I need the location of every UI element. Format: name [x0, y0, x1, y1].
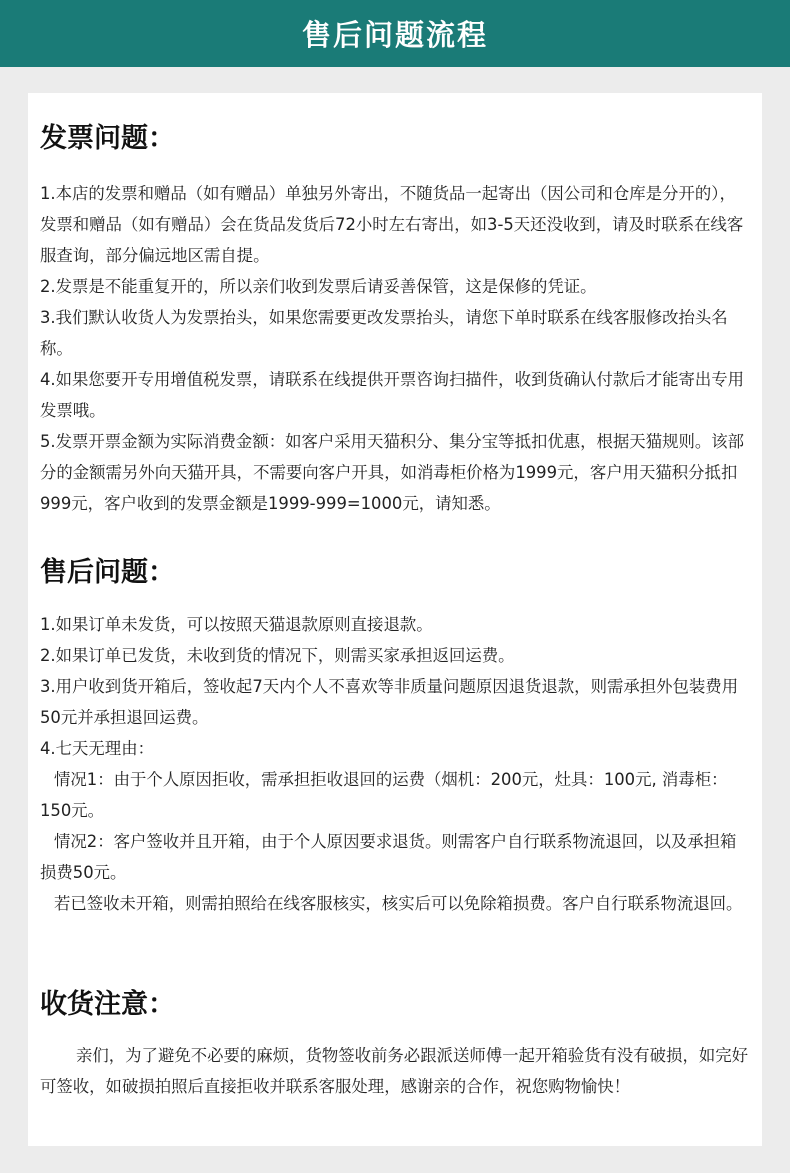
invoice-section [40, 116, 752, 519]
aftersale-section-title: 售后问题： [40, 557, 175, 588]
invoice-item-3: 3.我们默认收货人为发票抬头，如果您需要更改发票抬头，请您下单时联系在线客服修改抬头名称。 [40, 308, 728, 358]
invoice-section-title: 发票问题： [40, 123, 175, 154]
aftersale-section-body [40, 609, 752, 919]
aftersale-item-1: 1.如果订单未发货，可以按照天猫退款原则直接退款。 [40, 615, 433, 634]
content-card [28, 93, 762, 1146]
aftersale-item-3: 3.用户收到货开箱后，签收起7天内个人不喜欢等非质量问题原因退货退款，则需承担外包装费用50元并承担退回运费。 [40, 677, 739, 727]
aftersale-item-2: 2.如果订单已发货，未收到货的情况下，则需买家承担返回运费。 [40, 646, 515, 665]
aftersale-section [40, 550, 752, 919]
receipt-section-title: 收货注意： [40, 989, 175, 1020]
receipt-section [40, 982, 752, 1102]
invoice-item-2: 2.发票是不能重复开的，所以亲们收到发票后请妥善保管，这是保修的凭证。 [40, 277, 597, 296]
receipt-text: 亲们，为了避免不必要的麻烦，货物签收前务必跟派送师傅一起开箱验货有没有破损，如完好可签收，如破损拍照后直接拒收并联系客服处理，感谢亲的合作，祝您购物愉快！ [40, 1046, 749, 1096]
invoice-section-body [40, 178, 752, 519]
invoice-item-5: 5.发票开票金额为实际消费金额：如客户采用天猫积分、集分宝等抵扣优惠，根据天猫规则。该部分的金额需另外向天猫开具，不需要向客户开具，如消毒柜价格为1999元，客户用天猫积分抵扣999元，客户收到的发票金额是1999-999=1000元，请知悉。 [40, 432, 745, 513]
header-banner [0, 0, 790, 67]
receipt-section-body [40, 1040, 752, 1102]
aftersale-case-1: 情况1：由于个人原因拒收，需承担拒收退回的运费（烟机：200元，灶具：100元, 消毒柜：150元。 [40, 770, 728, 820]
aftersale-item-4: 4.七天无理由： [40, 739, 154, 758]
page-title: 售后问题流程 [301, 18, 488, 52]
aftersale-case-2: 情况2：客户签收并且开箱，由于个人原因要求退货。则需客户自行联系物流退回，以及承担箱损费50元。 [40, 832, 737, 882]
invoice-item-1: 1.本店的发票和赠品（如有赠品）单独另外寄出，不随货品一起寄出（因公司和仓库是分开的），发票和赠品（如有赠品）会在货品发货后72小时左右寄出，如3-5天还没收到，请及时联系在线客服查询，部分偏远地区需自提。 [40, 184, 744, 265]
invoice-item-4: 4.如果您要开专用增值税发票，请联系在线提供开票咨询扫描件，收到货确认付款后才能寄出专用发票哦。 [40, 370, 745, 420]
aftersale-case-3: 若已签收未开箱，则需拍照给在线客服核实，核实后可以免除箱损费。客户自行联系物流退回。 [54, 894, 743, 913]
